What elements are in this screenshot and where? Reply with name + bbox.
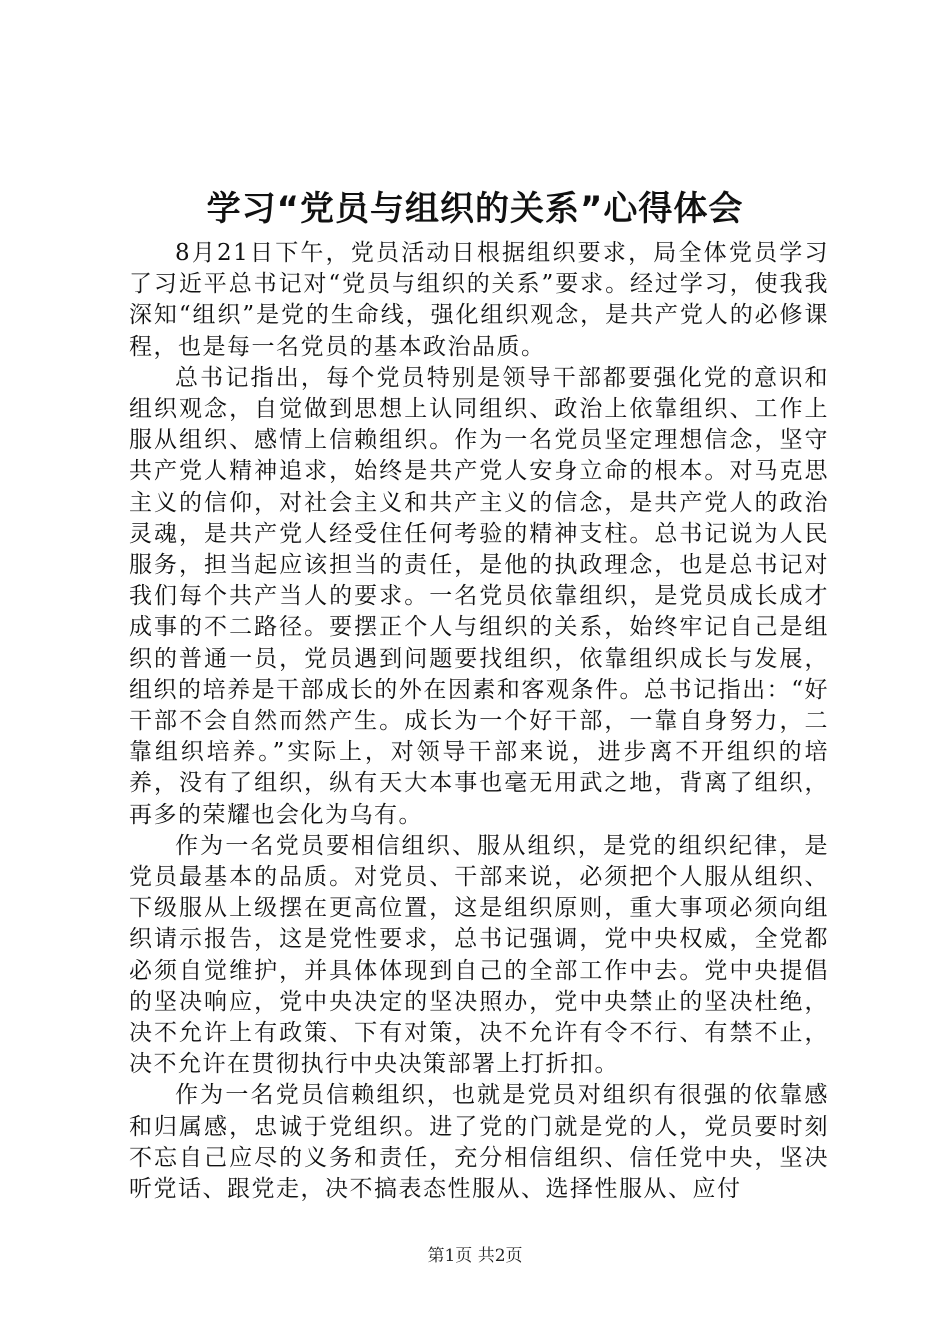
document-title: 学习“党员与组织的关系”心得体会 [206, 189, 744, 229]
paragraph-2: 总书记指出，每个党员特别是领导干部都要强化党的意识和组织观念，自觉做到思想上认同组织、政治上依靠组织、工作上服从组织、感情上信赖组织。作为一名党员坚定理想信念，坚守共产党人精神追求，始终是共产党人安身立命的根本。对马克思主义的信仰，对社会主义和共产主义的信念，是共产党人的政治灵魂，是共产党人经受住任何考验的精神支柱。总书记说为人民服务，担当起应该担当的责任，是他的执政理念，也是总书记对我们每个共产当人的要求。一名党员依靠组织，是党员成长成才成事的不二路径。要摆正个人与组织的关系，始终牢记自己是组织的普通一员，党员遇到问题要找组织，依靠组织成长与发展，组织的培养是干部成长的外在因素和客观条件。总书记指出：“好干部不会自然而然产生。成长为一个好干部，一靠自身努力，二靠组织培养。”实际上，对领导干部来说，进步离不开组织的培养，没有了组织，纵有天大本事也毫无用武之地，背离了组织，再多的荣耀也会化为乌有。 [129, 364, 829, 828]
paragraph-3: 作为一名党员要相信组织、服从组织，是党的组织纪律，是党员最基本的品质。对党员、干部来说，必须把个人服从组织、下级服从上级摆在更高位置，这是组织原则，重大事项必须向组织请示报告，这是党性要求，总书记强调，党中央权威，全党都必须自觉维护，并具体体现到自己的全部工作中去。党中央提倡的坚决响应，党中央决定的坚决照办，党中央禁止的坚决杜绝，决不允许上有政策、下有对策，决不允许有令不行、有禁不止，决不允许在贯彻执行中央决策部署上打折扣。 [129, 832, 829, 1078]
page-footer: 第1页 共2页 [427, 1246, 523, 1266]
document-body [129, 238, 829, 1205]
paragraph-1: 8月21日下午，党员活动日根据组织要求，局全体党员学习了习近平总书记对“党员与组织的关系”要求。经过学习，使我我深知“组织”是党的生命线，强化组织观念，是共产党人的必修课程，也是每一名党员的基本政治品质。 [129, 240, 829, 360]
paragraph-4: 作为一名党员信赖组织，也就是党员对组织有很强的依靠感和归属感，忠诚于党组织。进了党的门就是党的人，党员要时刻不忘自己应尽的义务和责任，充分相信组织、信任党中央，坚决听党话、跟党走，决不搞表态性服从、选择性服从、应付 [129, 1082, 829, 1203]
